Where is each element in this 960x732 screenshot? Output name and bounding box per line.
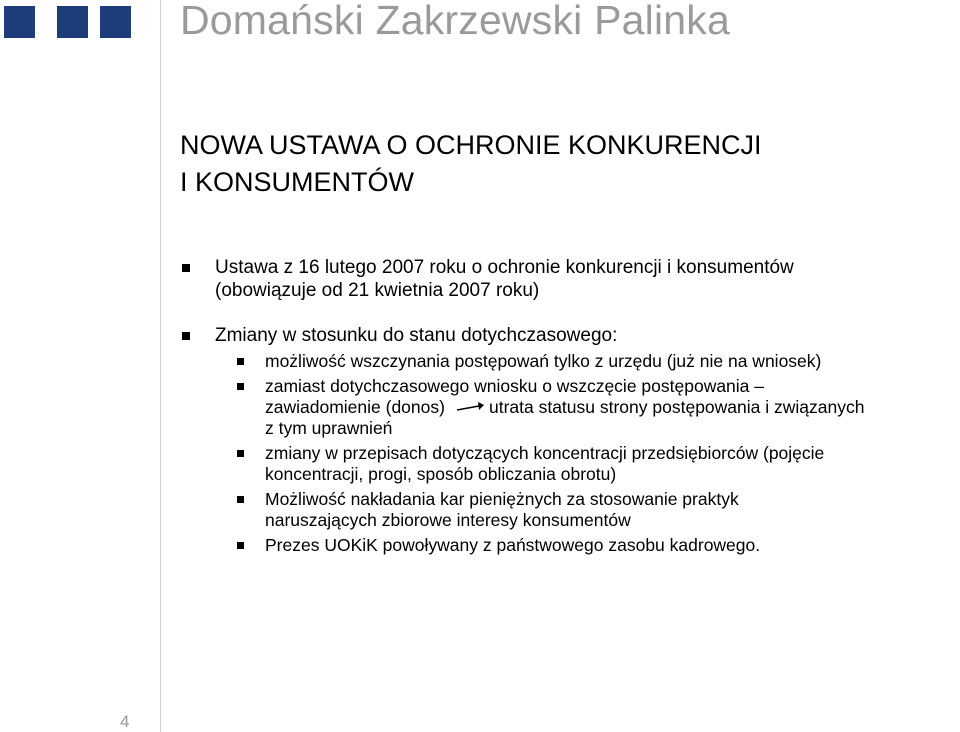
- square-bullet-icon: [237, 450, 244, 457]
- sub-bullet-item: [180, 489, 960, 531]
- slide-title-line-1: NOWA USTAWA O OCHRONIE KONKURENCJI: [180, 130, 762, 160]
- square-bullet-icon: [237, 496, 244, 503]
- sub-bullet-text: zmiany w przepisach dotyczących koncentracji przedsiębiorców (pojęcie: [265, 443, 825, 463]
- sub-bullet-item: [180, 443, 960, 485]
- page-number: 4: [120, 712, 130, 731]
- sub-bullet-text: zamiast dotychczasowego wniosku o wszczęcie postępowania –: [265, 376, 765, 396]
- sub-bullet-text-part: utrata statusu strony postępowania i związanych: [488, 397, 865, 417]
- bullet-text: Zmiany w stosunku do stanu dotychczasowego:: [215, 325, 618, 346]
- sub-bullet-text: [265, 397, 960, 418]
- bullet-text: (obowiązuje od 21 kwietnia 2007 roku): [215, 280, 540, 301]
- arrow-right-icon: [455, 401, 485, 415]
- sub-bullet-item: [180, 351, 960, 372]
- bullet-text: Ustawa z 16 lutego 2007 roku o ochronie konkurencji i konsumentów: [215, 257, 794, 278]
- sub-bullet-text: Prezes UOKiK powoływany z państwowego zasobu kadrowego.: [265, 535, 761, 555]
- sub-bullet-text: z tym uprawnień: [265, 418, 393, 438]
- bullet-item: [180, 256, 960, 302]
- sub-bullet-text: naruszających zbiorowe interesy konsumentów: [265, 510, 631, 530]
- square-bullet-icon: [237, 358, 244, 365]
- logo-square: [100, 6, 131, 38]
- brand-name: Domański Zakrzewski Palinka: [180, 0, 730, 43]
- sub-bullet-item: [180, 535, 960, 556]
- slide-title: [180, 127, 762, 201]
- sub-bullet-item: [180, 376, 960, 439]
- sub-bullet-text: koncentracji, progi, sposób obliczania obrotu): [265, 464, 617, 484]
- bullet-list: [180, 256, 960, 556]
- bullet-item: [180, 324, 960, 347]
- logo-square: [4, 6, 35, 38]
- square-bullet-icon: [237, 383, 244, 390]
- square-bullet-icon: [182, 332, 190, 340]
- vertical-divider: [160, 0, 161, 732]
- square-bullet-icon: [182, 264, 190, 272]
- square-bullet-icon: [237, 542, 244, 549]
- sub-bullet-text: możliwość wszczynania postępowań tylko z urzędu (już nie na wniosek): [265, 351, 822, 371]
- sub-bullet-text-part: zawiadomienie (donos): [265, 397, 445, 417]
- slide-title-line-2: I KONSUMENTÓW: [180, 167, 414, 197]
- logo-square: [57, 6, 88, 38]
- sub-bullet-text: Możliwość nakładania kar pieniężnych za stosowanie praktyk: [265, 489, 739, 509]
